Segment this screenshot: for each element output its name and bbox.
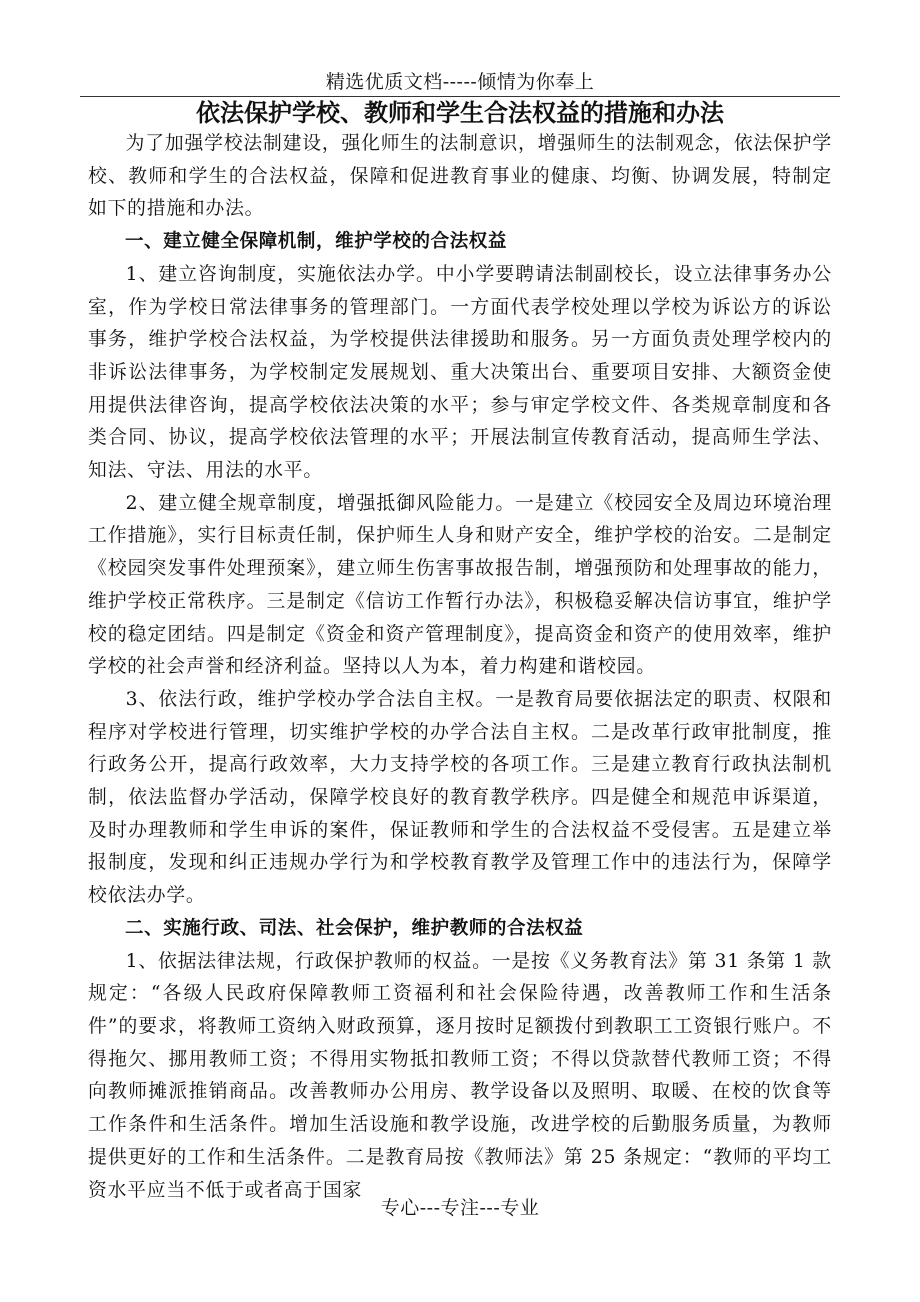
document-title: 依法保护学校、教师和学生合法权益的措施和办法 <box>196 99 724 127</box>
section-heading-2: 二、实施行政、司法、社会保护，维护教师的合法权益 <box>125 917 584 939</box>
section-1-paragraph-2: 2、建立健全规章制度，增强抵御风险能力。一是建立《校园安全及周边环境治理工作措施》，实行目标责任制，保护师生人身和财产安全，维护学校的治安。二是制定《校园突发事件处理预案》，建立师生伤害事故报告制，增强预防和处理事故的能力，维护学校正常秩序。三是制定《信访工作暂行办法》，积极稳妥解决信访事宜，维护学校的稳定团结。四是制定《资金和资产管理制度》，提高资金和资产的使用效率，维护学校的社会声誉和经济利益。坚持以人为本，着力构建和谐校园。 <box>88 492 832 678</box>
intro-paragraph: 为了加强学校法制建设，强化师生的法制意识，增强师生的法制观念，依法保护学校、教师和学生的合法权益，保障和促进教育事业的健康、均衡、协调发展，特制定如下的措施和办法。 <box>88 133 832 220</box>
section-heading-1: 一、建立健全保障机制，维护学校的合法权益 <box>125 231 508 253</box>
page-header: 精选优质文档-----倾情为你奉上 <box>325 71 595 93</box>
section-2-paragraph-1: 1、依据法律法规，行政保护教师的权益。一是按《义务教育法》第 31 条第 1 款规定：“各级人民政府保障教师工资福利和社会保险待遇，改善教师工作和生活条件”的要求，将教师工资纳入财政预算，逐月按时足额拨付到教职工工资银行账户。不得拖欠、挪用教师工资；不得用实物抵扣教师工资；不得以贷款替代教师工资；不得向教师摊派推销商品。改善教师办公用房、教学设备以及照明、取暖、在校的饮食等工作条件和生活条件。增加生活设施和教学设施，改进学校的后勤服务质量，为教师提供更好的工作和生活条件。二是教育局按《教师法》第 25 条规定：“教师的平均工资水平应当不低于或者高于国家 <box>88 950 832 1201</box>
page-footer: 专心---专注---专业 <box>380 1197 540 1219</box>
document-body <box>88 128 832 1207</box>
section-1-paragraph-3: 3、依法行政，维护学校办学合法自主权。一是教育局要依据法定的职责、权限和程序对学校进行管理，切实维护学校的办学合法自主权。二是改革行政审批制度，推行政务公开，提高行政效率，大力支持学校的各项工作。三是建立教育行政执法制机制，依法监督办学活动，保障学校良好的教育教学秩序。四是健全和规范申诉渠道，及时办理教师和学生申诉的案件，保证教师和学生的合法权益不受侵害。五是建立举报制度，发现和纠正违规办学行为和学校教育教学及管理工作中的违法行为，保障学校依法办学。 <box>88 688 832 907</box>
section-1-paragraph-1: 1、建立咨询制度，实施依法办学。中小学要聘请法制副校长，设立法律事务办公室，作为学校日常法律事务的管理部门。一方面代表学校处理以学校为诉讼方的诉讼事务，维护学校合法权益，为学校提供法律援助和服务。另一方面负责处理学校内的非诉讼法律事务，为学校制定发展规划、重大决策出台、重要项目安排、大额资金使用提供法律咨询，提高学校依法决策的水平；参与审定学校文件、各类规章制度和各类合同、协议，提高学校依法管理的水平；开展法制宣传教育活动，提高师生学法、知法、守法、用法的水平。 <box>88 263 832 482</box>
